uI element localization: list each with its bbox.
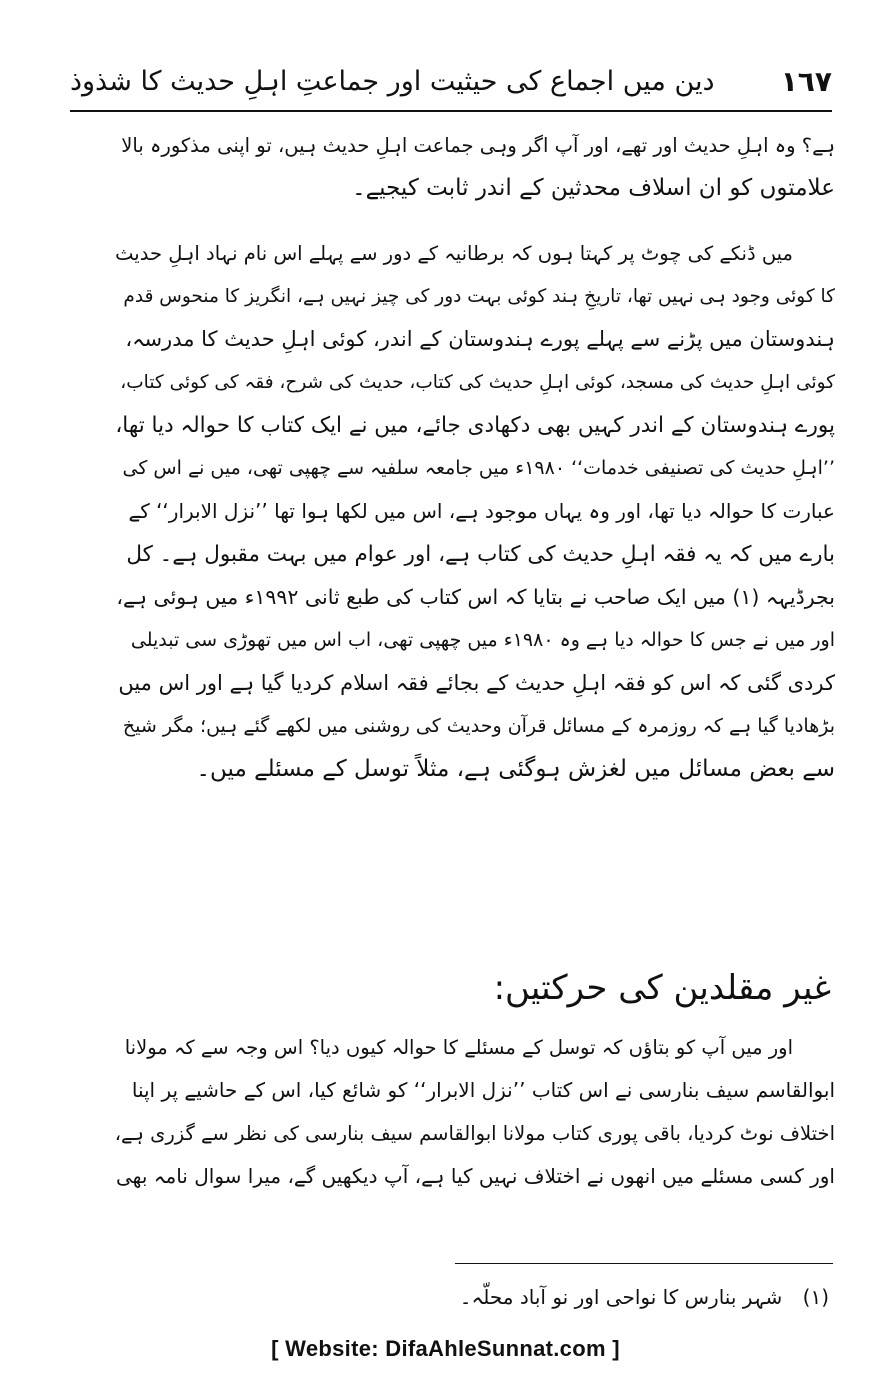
- page-number: ١٦٧: [780, 65, 832, 98]
- text-line: ہندوستان میں پڑنے سے پہلے پورے ہندوستان کے اندر، کوئی اہلِ حدیث کا مدرسہ،: [125, 327, 835, 351]
- running-header: [70, 58, 832, 112]
- footnote-number: (۱): [802, 1285, 829, 1309]
- text-line: اور کسی مسئلے میں انھوں نے اختلاف نہیں کیا ہے، آپ دیکھیں گے، میرا سوال نامہ بھی: [115, 1164, 835, 1188]
- text-line: ہے؟ وہ اہلِ حدیث اور تھے، اور آپ اگر وہی جماعت اہلِ حدیث ہیں، تو اپنی مذکورہ بالا: [121, 134, 835, 157]
- text-line: بارے میں کہ یہ فقہ اہلِ حدیث کی کتاب ہے، اور عوام میں بہت مقبول ہے۔ کل: [126, 542, 835, 567]
- text-line: اور میں نے جس کا حوالہ دیا ہے وہ ۱۹۸۰ء میں چھپی تھی، اب اس میں تھوڑی سی تبدیلی: [130, 629, 835, 651]
- text-line: عبارت کا حوالہ دیا تھا، اور وہ یہاں موجود ہے، اس میں لکھا ہوا تھا ’’نزل الابرار‘‘ کے: [128, 499, 835, 523]
- text-line: ’’اہلِ حدیث کی تصنیفی خدمات‘‘ ۱۹۸۰ء میں جامعہ سلفیہ سے چھپی تھی، میں نے اس کی: [122, 457, 835, 479]
- text-line: ابوالقاسم سیف بنارسی نے اس کتاب ’’نزل الابرار‘‘ کو شائع کیا، اس کے حاشیے پر اپنا: [131, 1078, 835, 1102]
- text-line: علامتوں کو ان اسلاف محدثین کے اندر ثابت کیجیے۔: [352, 175, 835, 201]
- text-line: کا کوئی وجود ہی نہیں تھا، تاریخِ ہند کوئی بہت دور کی چیز نہیں ہے، انگریز کا منحوس قدم: [123, 286, 835, 307]
- footnote-divider: [455, 1263, 833, 1264]
- text-line: پورے ہندوستان کے اندر کہیں بھی دکھادی جائے، میں نے ایک کتاب کا حوالہ دیا تھا،: [115, 413, 835, 438]
- footnote-text: شہر بنارس کا نواحی اور نو آباد محلّہ۔: [459, 1285, 783, 1309]
- text-line: میں ڈنکے کی چوٹ پر کہتا ہوں کہ برطانیہ کے دور سے پہلے اس نام نہاد اہلِ حدیث: [115, 242, 793, 265]
- text-line: بڑھادیا گیا ہے کہ روزمرہ کے مسائل قرآن وحدیث کی روشنی میں لکھے گئے ہیں؛ مگر شیخ: [122, 715, 835, 737]
- text-line: سے بعض مسائل میں لغزش ہوگئی ہے، مثلاً توسل کے مسئلے میں۔: [196, 756, 835, 782]
- text-line: کوئی اہلِ حدیث کی مسجد، کوئی اہلِ حدیث کی کتاب، حدیث کی شرح، فقہ کی کوئی کتاب،: [120, 372, 835, 393]
- footnote: [460, 1280, 829, 1314]
- paragraph-2: [115, 232, 835, 791]
- paragraph-3: [115, 1026, 835, 1198]
- website-link[interactable]: [ Website: DifaAhleSunnat.com ]: [271, 1336, 620, 1361]
- text-line: اختلاف نوٹ کردیا، باقی پوری کتاب مولانا ابوالقاسم سیف بنارسی کی نظر سے گزری ہے،: [115, 1122, 835, 1145]
- section-heading: غیر مقلدین کی حرکتیں:: [493, 968, 831, 1008]
- text-line: اور میں آپ کو بتاؤں کہ توسل کے مسئلے کا حوالہ کیوں دیا؟ اس وجہ سے کہ مولانا: [124, 1036, 793, 1059]
- paragraph-1: [115, 124, 835, 210]
- header-title: دین میں اجماع کی حیثیت اور جماعتِ اہلِ حدیث کا شذوذ: [70, 66, 715, 97]
- text-line: بجرڈیہہ (۱) میں ایک صاحب نے بتایا کہ اس کتاب کی طبع ثانی ۱۹۹۲ء میں ہوئی ہے،: [116, 585, 835, 609]
- text-line: کردی گئی کہ اس کو فقہ اہلِ حدیث کے بجائے فقہ اسلام کردیا گیا ہے اور اس میں: [118, 671, 835, 695]
